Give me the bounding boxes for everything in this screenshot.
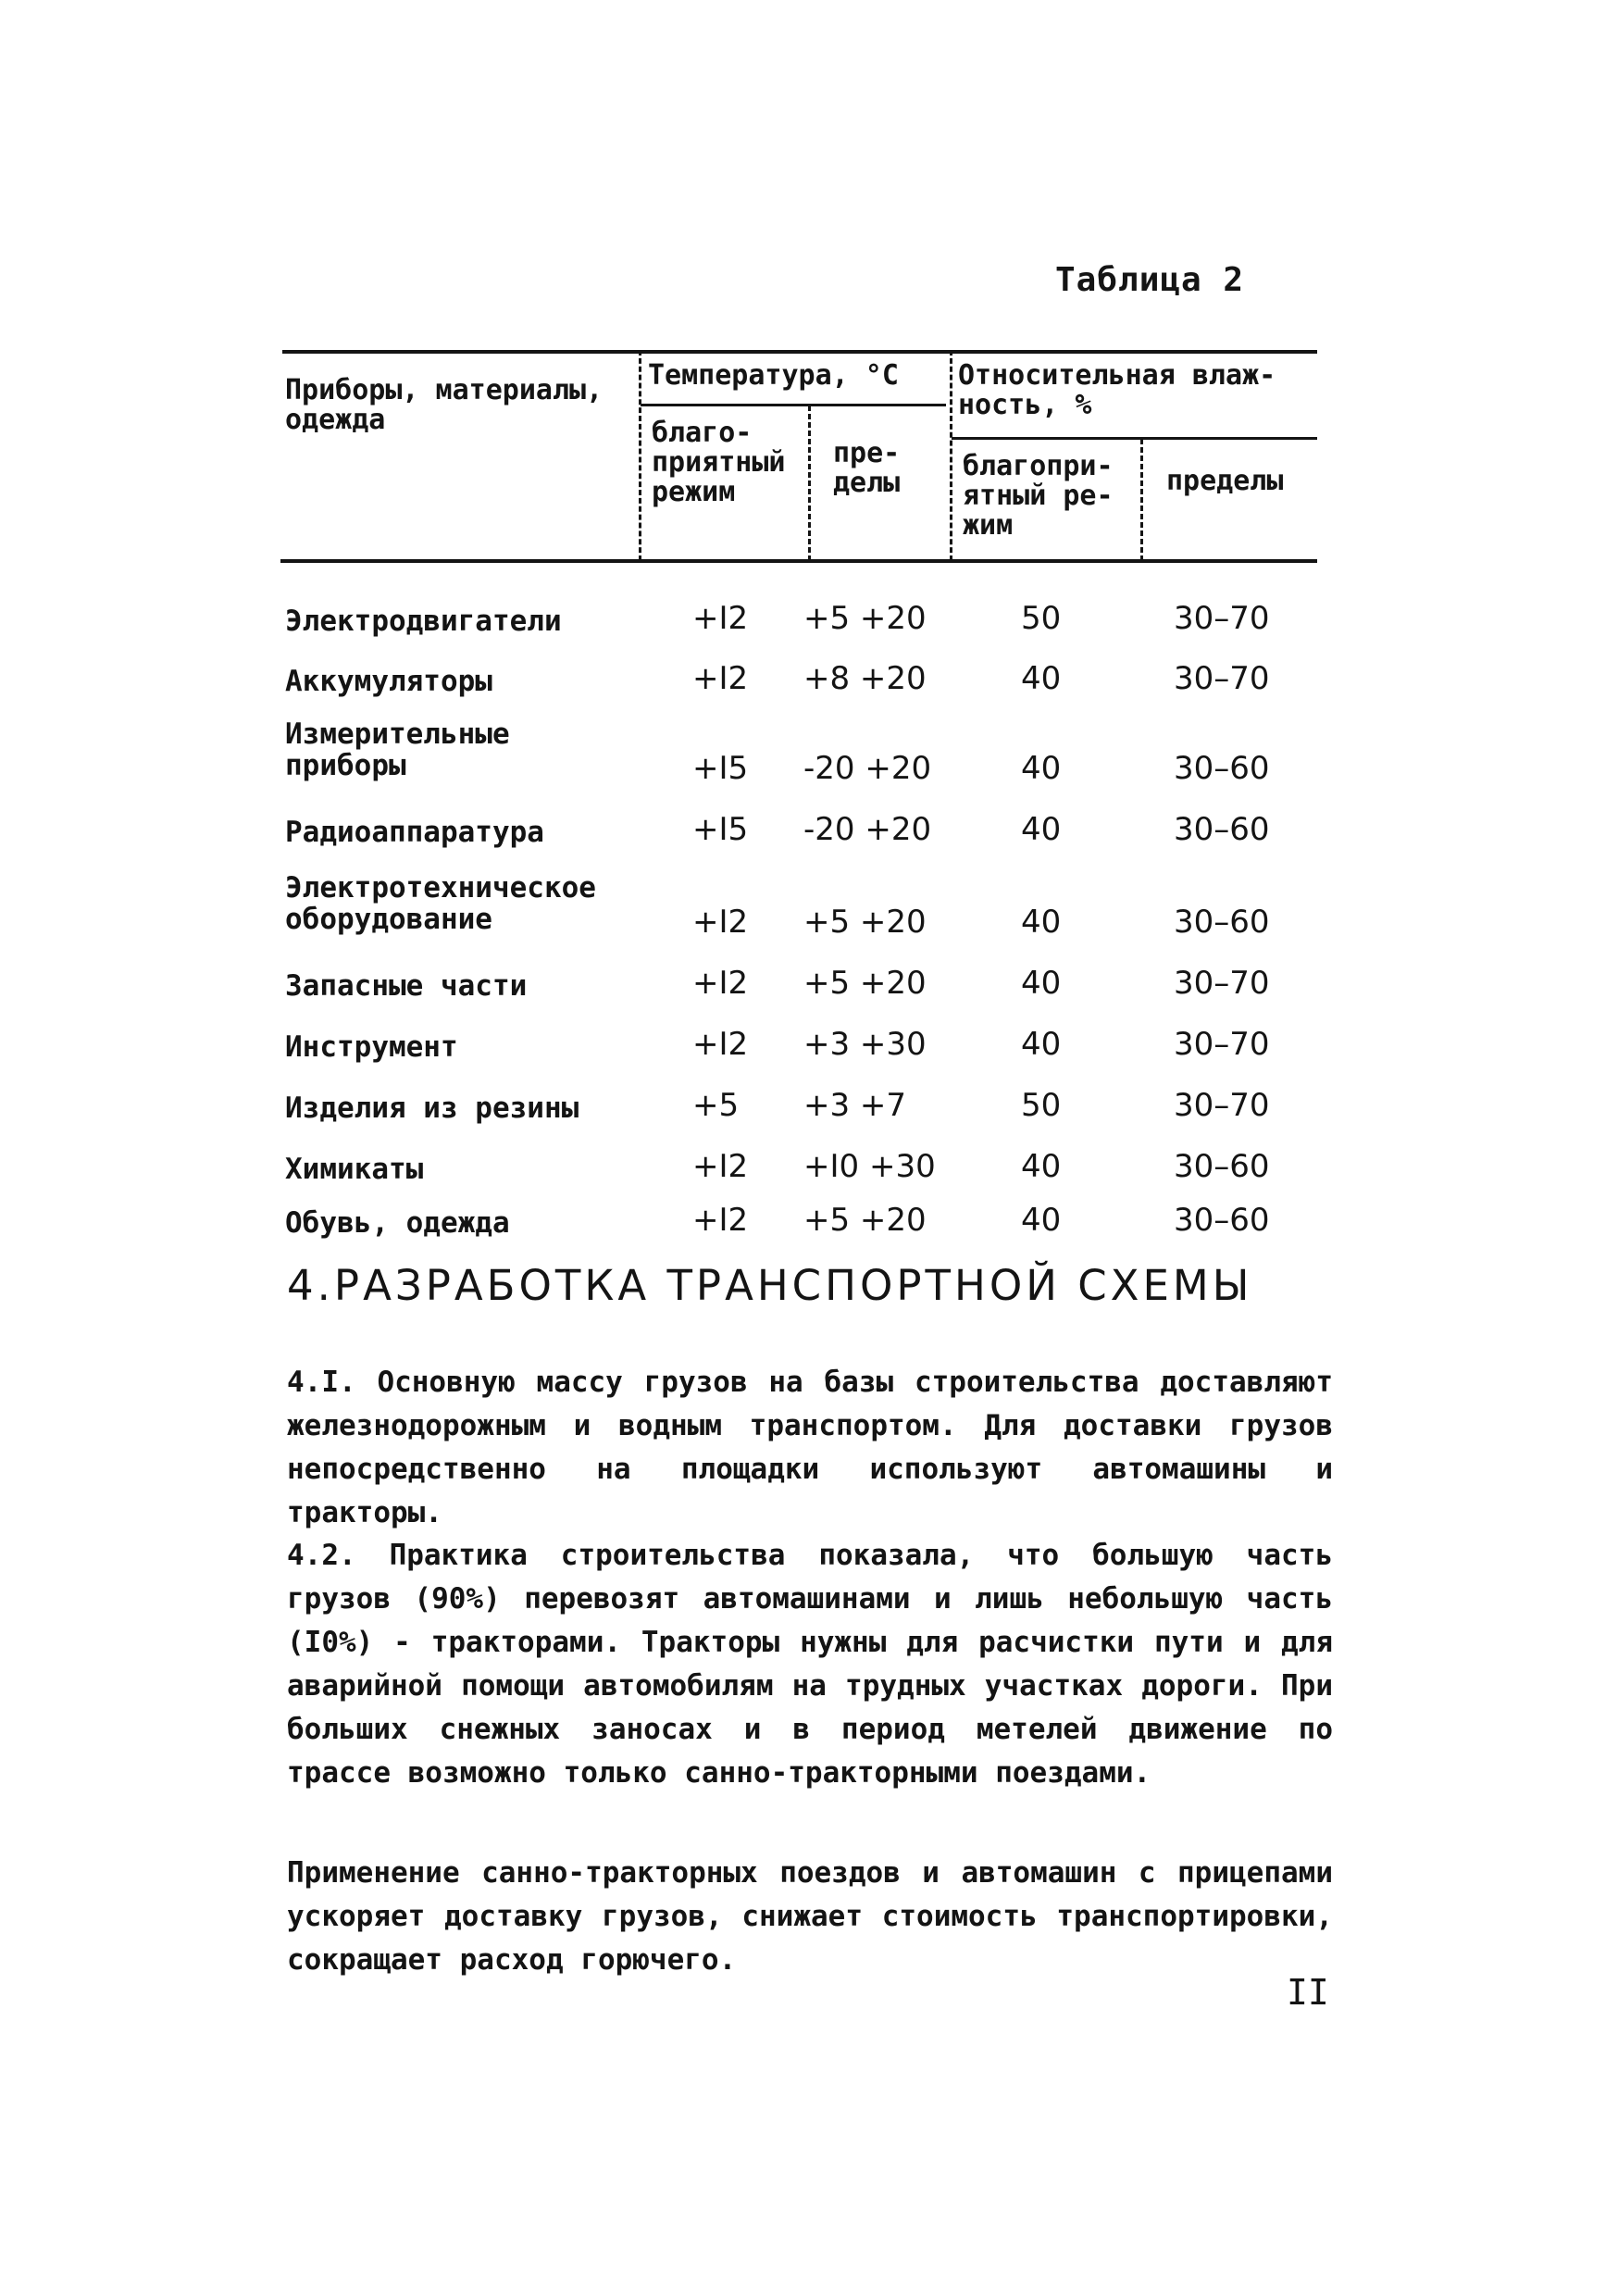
table-caption: Таблица 2	[1055, 261, 1245, 299]
col-separator	[950, 350, 952, 561]
humid-limits-value: 30–60	[1174, 1202, 1270, 1239]
table-row	[285, 1026, 1322, 1072]
col-separator	[639, 350, 641, 561]
humid-favorable-value: 50	[1021, 600, 1062, 637]
temp-favorable-value: +I2	[692, 1148, 749, 1185]
row-name: Обувь, одежда	[285, 1206, 510, 1240]
row-name: Инструмент	[285, 1030, 458, 1064]
row-name: Запасные части	[285, 969, 528, 1003]
temp-limits-value: +3 +30	[803, 1026, 927, 1063]
humid-limits-value: 30–60	[1174, 1148, 1270, 1185]
temp-under-rule	[641, 404, 946, 406]
col-separator	[808, 406, 811, 561]
table-header-bottom-rule	[280, 559, 1317, 563]
table-row	[285, 965, 1322, 1011]
row-name: Электродвигатели	[285, 605, 562, 638]
row-name: Радиоаппаратура	[285, 816, 544, 849]
table-row	[285, 1087, 1322, 1133]
paragraph: 4.I. Основную массу грузов на базы строительства доставляют железнодорожным и водным транспортом. Для доставки грузов непосредственно на площадки используют автомашины и тракторы.	[287, 1366, 1333, 1529]
row-name: Изделия из резины	[285, 1092, 579, 1125]
temp-limits-value: +8 +20	[803, 660, 927, 697]
header-humidity: Относительная влаж- ность, %	[958, 359, 1276, 421]
temp-favorable-value: +5	[692, 1087, 740, 1124]
temp-limits-value: -20 +20	[803, 811, 932, 848]
table-row	[285, 1148, 1322, 1194]
temp-favorable-value: +I2	[692, 965, 749, 1002]
header-humid-favorable: благопри- ятный ре- жим	[963, 450, 1114, 542]
table-top-rule	[282, 350, 1317, 354]
humid-under-rule	[952, 437, 1317, 440]
humid-limits-value: 30–70	[1174, 600, 1270, 637]
humid-favorable-value: 50	[1021, 1087, 1062, 1124]
row-name: Химикаты	[285, 1153, 424, 1186]
table-row	[285, 718, 1322, 787]
table-row	[285, 871, 1322, 941]
row-name: Измерительные приборы	[285, 718, 510, 782]
header-temp-limits: пре- делы	[833, 437, 901, 499]
temp-favorable-value: +I2	[692, 904, 749, 941]
humid-limits-value: 30–70	[1174, 965, 1270, 1002]
temp-favorable-value: +I2	[692, 600, 749, 637]
humid-limits-value: 30–70	[1174, 1026, 1270, 1063]
humid-favorable-value: 40	[1021, 1202, 1062, 1239]
temp-favorable-value: +I2	[692, 660, 749, 697]
temp-limits-value: +5 +20	[803, 1202, 927, 1239]
header-humid-limits: пределы	[1166, 465, 1284, 497]
temp-limits-value: -20 +20	[803, 750, 932, 787]
humid-favorable-value: 40	[1021, 965, 1062, 1002]
temp-favorable-value: +I2	[692, 1026, 749, 1063]
humid-favorable-value: 40	[1021, 1148, 1062, 1185]
paragraph: 4.2. Практика строительства показала, что большую часть грузов (90%) перевозят автомашинами и лишь небольшую часть (I0%) - тракторами. Тракторы нужны для расчистки пути и для аварийной помощи автомобилям на трудных участках дороги. При больших снежных заносах и в период метелей движение по трассе возможно только санно-тракторными поездами.	[287, 1539, 1333, 1790]
table-row	[285, 660, 1322, 706]
humid-favorable-value: 40	[1021, 904, 1062, 941]
humid-favorable-value: 40	[1021, 1026, 1062, 1063]
humid-limits-value: 30–60	[1174, 750, 1270, 787]
header-temp-favorable: благо- приятный режим	[652, 417, 786, 508]
humid-limits-value: 30–70	[1174, 1087, 1270, 1124]
temp-limits-value: +5 +20	[803, 965, 927, 1002]
temp-favorable-value: +I2	[692, 1202, 749, 1239]
temp-limits-value: +3 +7	[803, 1087, 907, 1124]
temp-limits-value: +5 +20	[803, 904, 927, 941]
table-row	[285, 600, 1322, 646]
humid-favorable-value: 40	[1021, 660, 1062, 697]
paragraph: Применение санно-тракторных поездов и автомашин с прицепами ускоряет доставку грузов, снижает стоимость транспортировки, сокращает расход горючего.	[287, 1856, 1333, 1977]
table-row	[285, 1202, 1322, 1248]
temp-favorable-value: +I5	[692, 811, 749, 848]
header-items: Приборы, материалы, одежда	[285, 374, 604, 436]
header-temperature: Температура, °С	[648, 359, 899, 392]
humid-limits-value: 30–60	[1174, 811, 1270, 848]
page-number: II	[1287, 1972, 1329, 2013]
humid-favorable-value: 40	[1021, 811, 1062, 848]
row-name: Аккумуляторы	[285, 665, 492, 698]
temp-limits-value: +I0 +30	[803, 1148, 936, 1185]
row-name: Электротехническое оборудование	[285, 871, 596, 936]
table-row	[285, 811, 1322, 857]
col-separator	[1140, 439, 1143, 561]
humid-favorable-value: 40	[1021, 750, 1062, 787]
humid-limits-value: 30–70	[1174, 660, 1270, 697]
temp-favorable-value: +I5	[692, 750, 749, 787]
section-title: 4.РАЗРАБОТКА ТРАНСПОРТНОЙ СХЕМЫ	[287, 1261, 1253, 1310]
temp-limits-value: +5 +20	[803, 600, 927, 637]
humid-limits-value: 30–60	[1174, 904, 1270, 941]
